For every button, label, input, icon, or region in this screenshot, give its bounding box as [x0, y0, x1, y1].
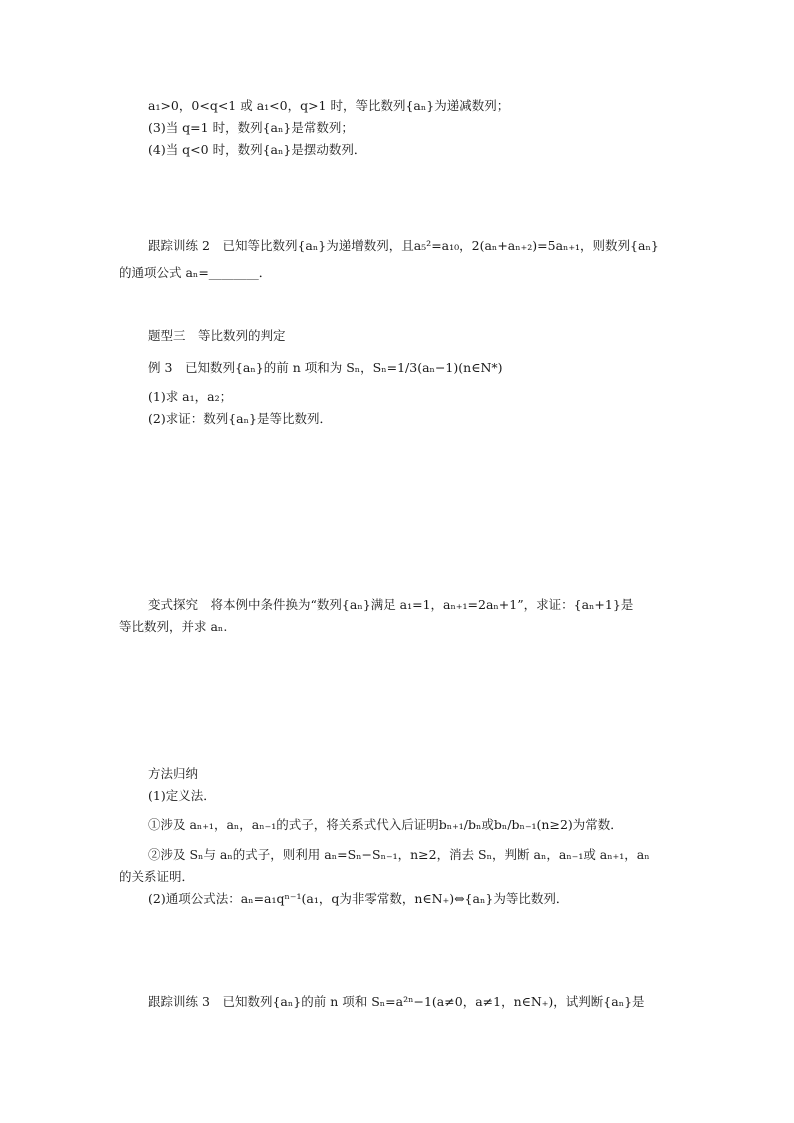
training-2-label: 跟踪训练 2	[148, 238, 210, 253]
example-3-q2: (2)求证：数列{aₙ}是等比数列．	[148, 411, 332, 426]
variant-line-2: 等比数列，并求 aₙ.	[119, 619, 228, 634]
method-p2: (2)通项公式法：aₙ=a₁qⁿ⁻¹(a₁，q为非零常数，n∈N₊)⇔{aₙ}为等比数列．	[148, 891, 569, 906]
training-2-line-1	[148, 238, 659, 254]
method-p1b-line-1: ②涉及 Sₙ与 aₙ的式子，则利用 aₙ=Sₙ−Sₙ₋₁，n≥2，消去 Sₙ，判断 aₙ，aₙ₋₁或 aₙ₊₁，aₙ	[148, 847, 650, 862]
type3-title: 题型三 等比数列的判定	[148, 328, 286, 343]
variant-text: 将本例中条件换为“数列{aₙ}满足 a₁=1，aₙ₊₁=2aₙ+1”，求证：{aₙ+1}是	[210, 597, 634, 612]
training-2-line-2: 的通项公式 aₙ=________．	[119, 265, 272, 280]
item-3: (3)当 q=1 时，数列{aₙ}是常数列；	[148, 120, 354, 135]
variant-line-1	[148, 597, 633, 613]
example-3-q1: (1)求 a₁，a₂；	[148, 389, 233, 404]
variant-label: 变式探究	[148, 597, 199, 612]
method-p1: (1)定义法．	[148, 788, 216, 803]
method-title: 方法归纳	[148, 766, 199, 781]
training-3	[148, 994, 645, 1010]
training-3-text: 已知数列{aₙ}的前 n 项和 Sₙ=a²ⁿ−1(a≠0，a≠1，n∈N₊)，试判断{aₙ}是	[222, 994, 645, 1009]
example-3-label: 例 3	[148, 360, 173, 375]
method-p1b-line-2: 的关系证明．	[119, 869, 195, 884]
example-3-text: 已知数列{aₙ}的前 n 项和为 Sₙ，Sₙ=1/3(aₙ−1)(n∈N*)	[184, 360, 503, 375]
training-2-text: 已知等比数列{aₙ}为递增数列，且a₅²=a₁₀，2(aₙ+aₙ₊₂)=5aₙ₊₁，则数列{aₙ}	[222, 238, 659, 253]
training-3-label: 跟踪训练 3	[148, 994, 210, 1009]
item-4: (4)当 q<0 时，数列{aₙ}是摆动数列．	[148, 142, 367, 157]
example-3	[148, 360, 503, 376]
method-p1a: ①涉及 aₙ₊₁，aₙ，aₙ₋₁的式子，将关系式代入后证明bₙ₊₁/bₙ或bₙ/bₙ₋₁(n≥2)为常数．	[148, 817, 623, 832]
item-2: a₁>0，0<q<1 或 a₁<0，q>1 时，等比数列{aₙ}为递减数列；	[148, 98, 510, 113]
